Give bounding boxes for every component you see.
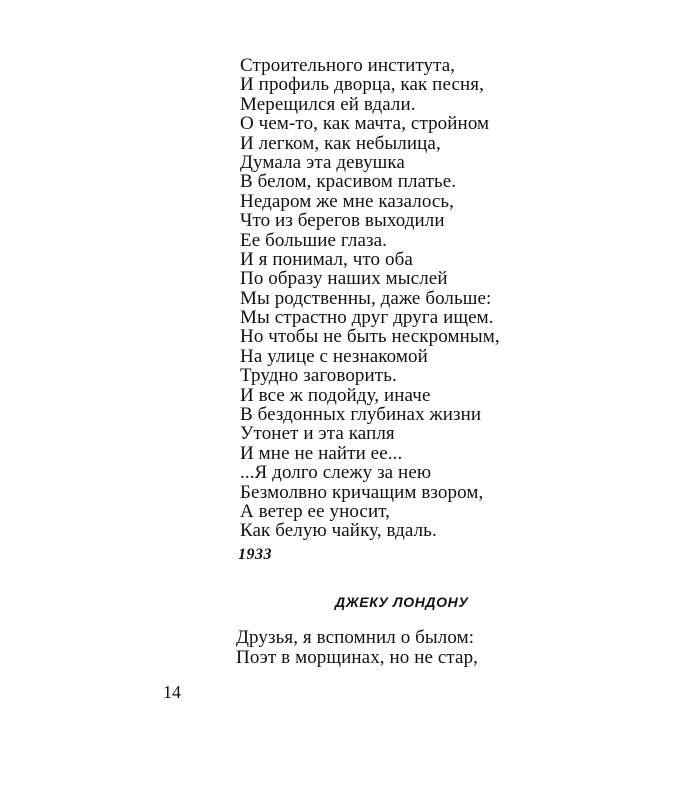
poem-date: 1933 <box>238 546 272 563</box>
poem-line: Мерещился ей вдали. <box>240 93 416 115</box>
poem-line: Строительного института, <box>240 55 456 76</box>
poem-line: В белом, красивом платье. <box>240 171 457 193</box>
poem-line: Мы страстно друг друга ищем. <box>240 307 494 329</box>
poem-line: Поэт в морщинах, но не стар, <box>236 647 479 668</box>
poem-text <box>240 56 560 541</box>
poem-line: По образу наших мыслей <box>240 268 448 290</box>
poem-line: Как белую чайку, вдаль. <box>240 520 437 542</box>
poem-line: Утонет и эта капля <box>240 423 395 445</box>
next-poem-text <box>236 628 556 668</box>
poem-line: Думала эта девушка <box>240 151 405 173</box>
poem-line: И профиль дворца, как песня, <box>240 74 484 96</box>
poem-line: Трудно заговорить. <box>240 365 397 387</box>
poem-line: Но чтобы не быть нескромным, <box>240 326 500 348</box>
poem-line: И все ж подойду, иначе <box>240 384 431 406</box>
poem-line: Безмолвно кричащим взором, <box>240 481 484 503</box>
page-number: 14 <box>163 682 181 702</box>
poem-line: На улице с незнакомой <box>240 345 428 367</box>
poem-line: И я понимал, что оба <box>240 248 413 270</box>
poem-line: О чем-то, как мачта, стройном <box>240 113 490 135</box>
poem-line: И мне не найти ее... <box>240 442 403 464</box>
poem-line: Ее большие глаза. <box>240 229 387 251</box>
poem-line: А ветер ее уносит, <box>240 500 391 522</box>
poem-line: Что из берегов выходили <box>240 210 445 232</box>
poem-line: Недаром же мне казалось, <box>240 190 455 212</box>
poem-line: В бездонных глубинах жизни <box>240 404 482 426</box>
poem-line: Друзья, я вспомнил о былом: <box>236 627 475 648</box>
poem-line: И легком, как небылица, <box>240 132 441 154</box>
poem-title: ДЖЕКУ ЛОНДОНУ <box>335 594 469 610</box>
poem-line: ...Я долго слежу за нею <box>240 462 432 484</box>
poem-line: Мы родственны, даже больше: <box>240 287 492 309</box>
